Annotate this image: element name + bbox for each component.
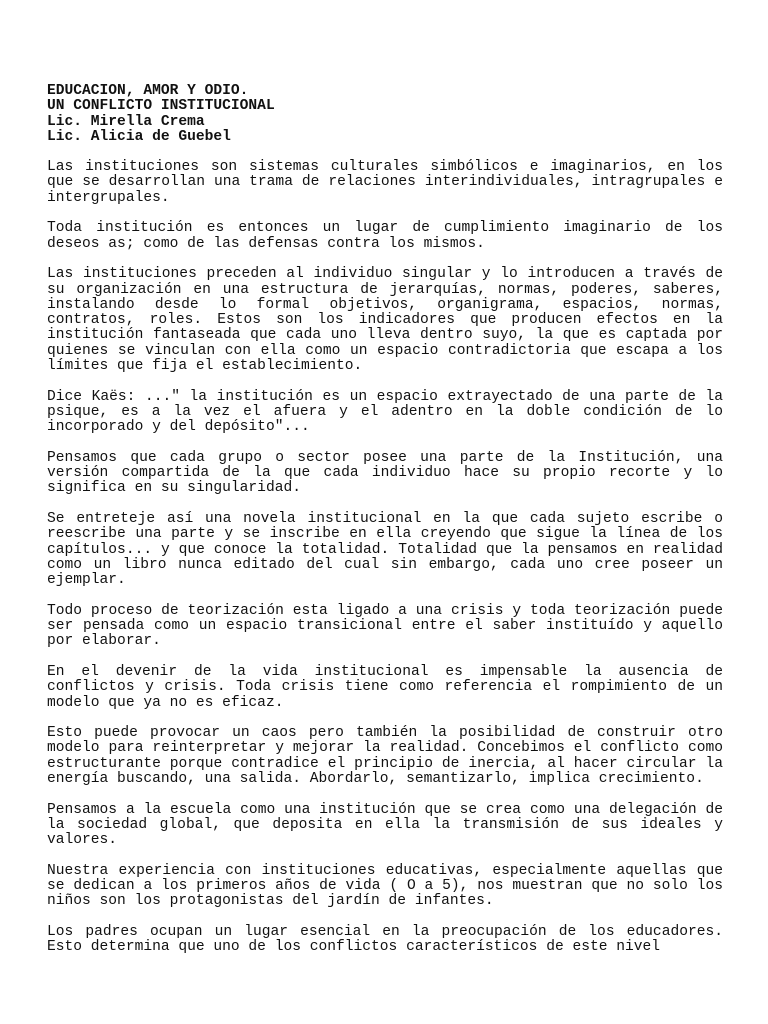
paragraph: Los padres ocupan un lugar esencial en la preocupación de los educadores. Esto determina que uno de los conflictos característicos de este nivel bbox=[47, 924, 723, 956]
document-subtitle: UN CONFLICTO INSTITUCIONAL bbox=[47, 98, 275, 115]
paragraph: Se entreteje así una novela institucional en la que cada sujeto escribe o reescribe una parte y se inscribe en ella creyendo que sigue la línea de los capítulos... y que conoce la totalidad. Totalidad que la pensamos en realidad como un libro nunca editado del cual sin embargo, cada uno cree poseer un ejemplar. bbox=[47, 511, 723, 589]
paragraph: Todo proceso de teorización esta ligado a una crisis y toda teorización puede ser pensada como un espacio transicional entre el saber instituído y aquello por elaborar. bbox=[47, 602, 723, 650]
paragraph: Pensamos a la escuela como una institución que se crea como una delegación de la sociedad global, que deposita en ella la transmisión de sus ideales y valores. bbox=[47, 801, 723, 849]
paragraph: Toda institución es entonces un lugar de cumplimiento imaginario de los deseos as; como de las defensas contra los mismos. bbox=[47, 220, 723, 252]
paragraph: Pensamos que cada grupo o sector posee una parte de la Institución, una versión compartida de la que cada individuo hace su propio recorte y lo significa en su singularidad. bbox=[47, 449, 723, 497]
document-title: EDUCACION, AMOR Y ODIO. bbox=[47, 83, 249, 99]
author-2: Lic. Alicia de Guebel bbox=[47, 128, 231, 145]
document-header bbox=[47, 84, 723, 145]
document-page bbox=[47, 84, 723, 971]
paragraph: Las instituciones son sistemas culturales simbólicos e imaginarios, en los que se desarrollan una trama de relaciones interindividuales, intragrupales e intergrupales. bbox=[47, 159, 723, 206]
author-1: Lic. Mirella Crema bbox=[47, 113, 205, 130]
paragraph: Nuestra experiencia con instituciones educativas, especialmente aquellas que se dedican a los primeros años de vida ( O a 5), nos muestran que no solo los niños son los protagonistas del jardín de infantes. bbox=[47, 862, 723, 910]
paragraph: En el devenir de la vida institucional es impensable la ausencia de conflictos y crisis. Toda crisis tiene como referencia el rompimiento de un modelo que ya no es eficaz. bbox=[47, 663, 723, 711]
paragraph: Dice Kaës: ..." la institución es un espacio extrayectado de una parte de la psique, es a la vez el afuera y el adentro en la doble condición de lo incorporado y del depósito"... bbox=[47, 388, 723, 436]
paragraph: Las instituciones preceden al individuo singular y lo introducen a través de su organización en una estructura de jerarquías, normas, poderes, saberes, instalando desde lo formal objetivos, organigrama, espacios, normas, contratos, roles. Estos son los indicadores que producen efectos en la institución fantaseada que cada uno lleva dentro suyo, la que es captada por quienes se vinculan con ella como un espacio contradictoria que escapa a los límites que fija el establecimiento. bbox=[47, 266, 723, 375]
paragraph: Esto puede provocar un caos pero también la posibilidad de construir otro modelo para reinterpretar y mejorar la realidad. Concebimos el conflicto como estructurante porque contradice el principio de inercia, al hacer circular la energía buscando, una salida. Abordarlo, semantizarlo, implica crecimiento. bbox=[47, 725, 723, 788]
